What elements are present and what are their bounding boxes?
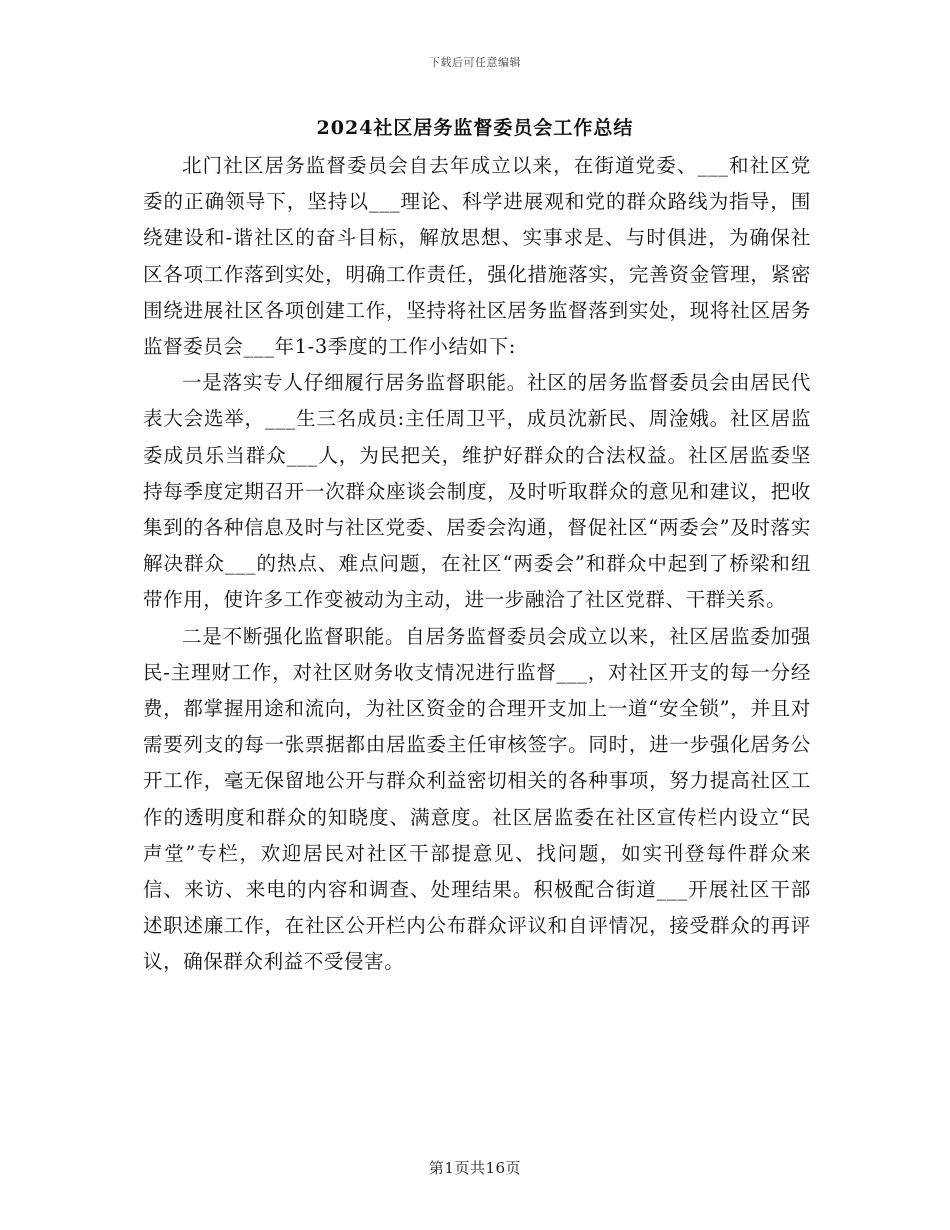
paragraph-point-two: 二是不断强化监督职能。自居务监督委员会成立以来，社区居监委加强民-主理财工作，对社区财务收支情况进行监督___，对社区开支的每一分经费，都掌握用途和流向，为社区资金的合理开支加上一道“安全锁”，并且对需要列支的每一张票据都由居监委主任审核签字。同时，进一步强化居务公开工作，毫无保留地公开与群众利益密切相关的各种事项，努力提高社区工作的透明度和群众的知晓度、满意度。社区居监委在社区宣传栏内设立“民声堂”专栏，欢迎居民对社区干部提意见、找问题，如实刊登每件群众来信、来访、来电的内容和调查、处理结果。积极配合街道___开展社区干部述职述廉工作，在社区公开栏内公布群众评议和自评情况，接受群众的再评议，确保群众利益不受侵害。 bbox=[143, 624, 811, 974]
document-body bbox=[143, 148, 811, 981]
page-header-note: 下载后可任意编辑 bbox=[429, 56, 521, 69]
document-title: 2024社区居务监督委员会工作总结 bbox=[316, 117, 634, 139]
paragraph-point-one: 一是落实专人仔细履行居务监督职能。社区的居务监督委员会由居民代表大会选举，___生三名成员:主任周卫平，成员沈新民、周淦娥。社区居监委成员乐当群众___人，为民把关，维护好群众的合法权益。社区居监委坚持每季度定期召开一次群众座谈会制度，及时听取群众的意见和建议，把收集到的各种信息及时与社区党委、居委会沟通，督促社区“两委会”及时落实解决群众___的热点、难点问题，在社区“两委会”和群众中起到了桥梁和纽带作用，使许多工作变被动为主动，进一步融洽了社区党群、干群关系。 bbox=[143, 371, 811, 612]
paragraph-intro: 北门社区居务监督委员会自去年成立以来，在街道党委、___和社区党委的正确领导下，坚持以___理论、科学进展观和党的群众路线为指导，围绕建设和-谐社区的奋斗目标，解放思想、实事求是、与时俱进，为确保社区各项工作落到实处，明确工作责任，强化措施落实，完善资金管理，紧密围绕进展社区各项创建工作，坚持将社区居务监督落到实处，现将社区居务监督委员会___年1-3季度的工作小结如下: bbox=[143, 154, 811, 359]
page-number: 第1页共16页 bbox=[428, 1159, 522, 1177]
